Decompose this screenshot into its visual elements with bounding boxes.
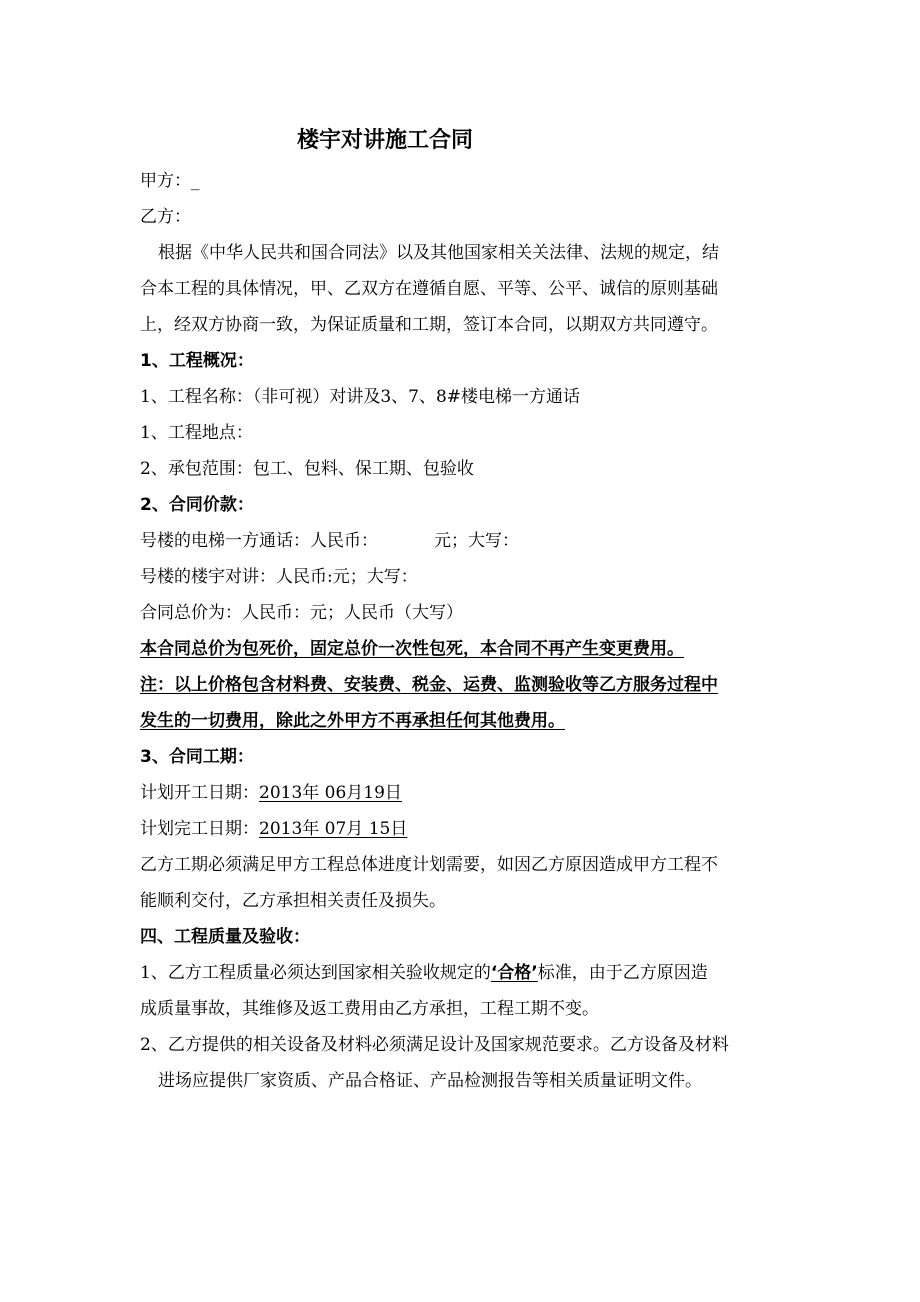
document-title: 楼宇对讲施工合同 [297,128,474,153]
elevator-price-capital: 元；大写： [434,531,519,551]
intro-line-1: 根据《中华人民共和国合同法》以及其他国家相关关法律、法规的规定，结 [158,243,719,263]
section-1-heading: 1、工程概况： [140,351,254,371]
quality-clause-line-2: 成质量事故，其维修及返工费用由乙方承担，工程工期不变。 [140,999,599,1019]
qualified-mark: ‘合格’ [490,963,538,983]
price-note-line-1: 注：以上价格包含材料费、安装费、税金、运费、监测验收等乙方服务过程中 [140,675,718,695]
contract-scope-line: 2、承包范围：包工、包料、保工期、包验收 [140,459,474,479]
start-date-value: 2013年 06月19日 [259,783,402,803]
section-3-heading: 3、合同工期： [140,747,254,767]
quality-clause-text-cont: 标准，由于乙方原因造 [537,963,708,983]
quality-clause-line-1 [140,962,708,984]
intro-line-3: 上，经双方协商一致，为保证质量和工期，签订本合同，以期双方共同遵守。 [140,315,718,335]
start-date-line [140,782,402,804]
party-a-line: 甲方：_ [140,171,200,191]
schedule-duty-line-2: 能顺利交付，乙方承担相关责任及损失。 [140,891,446,911]
end-date-value: 2013年 07月 15日 [259,819,408,839]
elevator-price-line [140,530,519,552]
project-location-line: 1、工程地点： [140,423,253,443]
quality-clause-text: 1、乙方工程质量必须达到国家相关验收规定的 [140,963,491,983]
start-date-label: 计划开工日期： [140,783,259,803]
materials-clause-line-2: 进场应提供厂家资质、产品合格证、产品检测报告等相关质量证明文件。 [158,1071,702,1091]
materials-clause-line-1: 2、乙方提供的相关设备及材料必须满足设计及国家规范要求。乙方设备及材料 [140,1035,729,1055]
intro-line-2: 合本工程的具体情况，甲、乙双方在遵循自愿、平等、公平、诚信的原则基础 [140,279,718,299]
price-note-line-2: 发生的一切费用，除此之外甲方不再承担任何其他费用。 [140,711,565,731]
party-b-line: 乙方： [140,207,191,227]
total-price-line: 合同总价为：人民币：元；人民币（大写） [140,603,463,623]
fixed-price-clause: 本合同总价为包死价，固定总价一次性包死，本合同不再产生变更费用。 [140,639,684,659]
section-2-heading: 2、合同价款： [140,495,254,515]
section-4-heading: 四、工程质量及验收： [140,927,310,947]
project-name-line: 1、工程名称：（非可视）对讲及3、7、8#楼电梯一方通话 [140,387,581,407]
end-date-label: 计划完工日期： [140,819,259,839]
schedule-duty-line-1: 乙方工期必须满足甲方工程总体进度计划需要，如因乙方原因造成甲方工程不 [140,855,718,875]
intercom-price-line: 号楼的楼宇对讲：人民币:元；大写： [140,567,418,587]
end-date-line [140,818,407,840]
elevator-price-label: 号楼的电梯一方通话：人民币： [140,531,378,551]
